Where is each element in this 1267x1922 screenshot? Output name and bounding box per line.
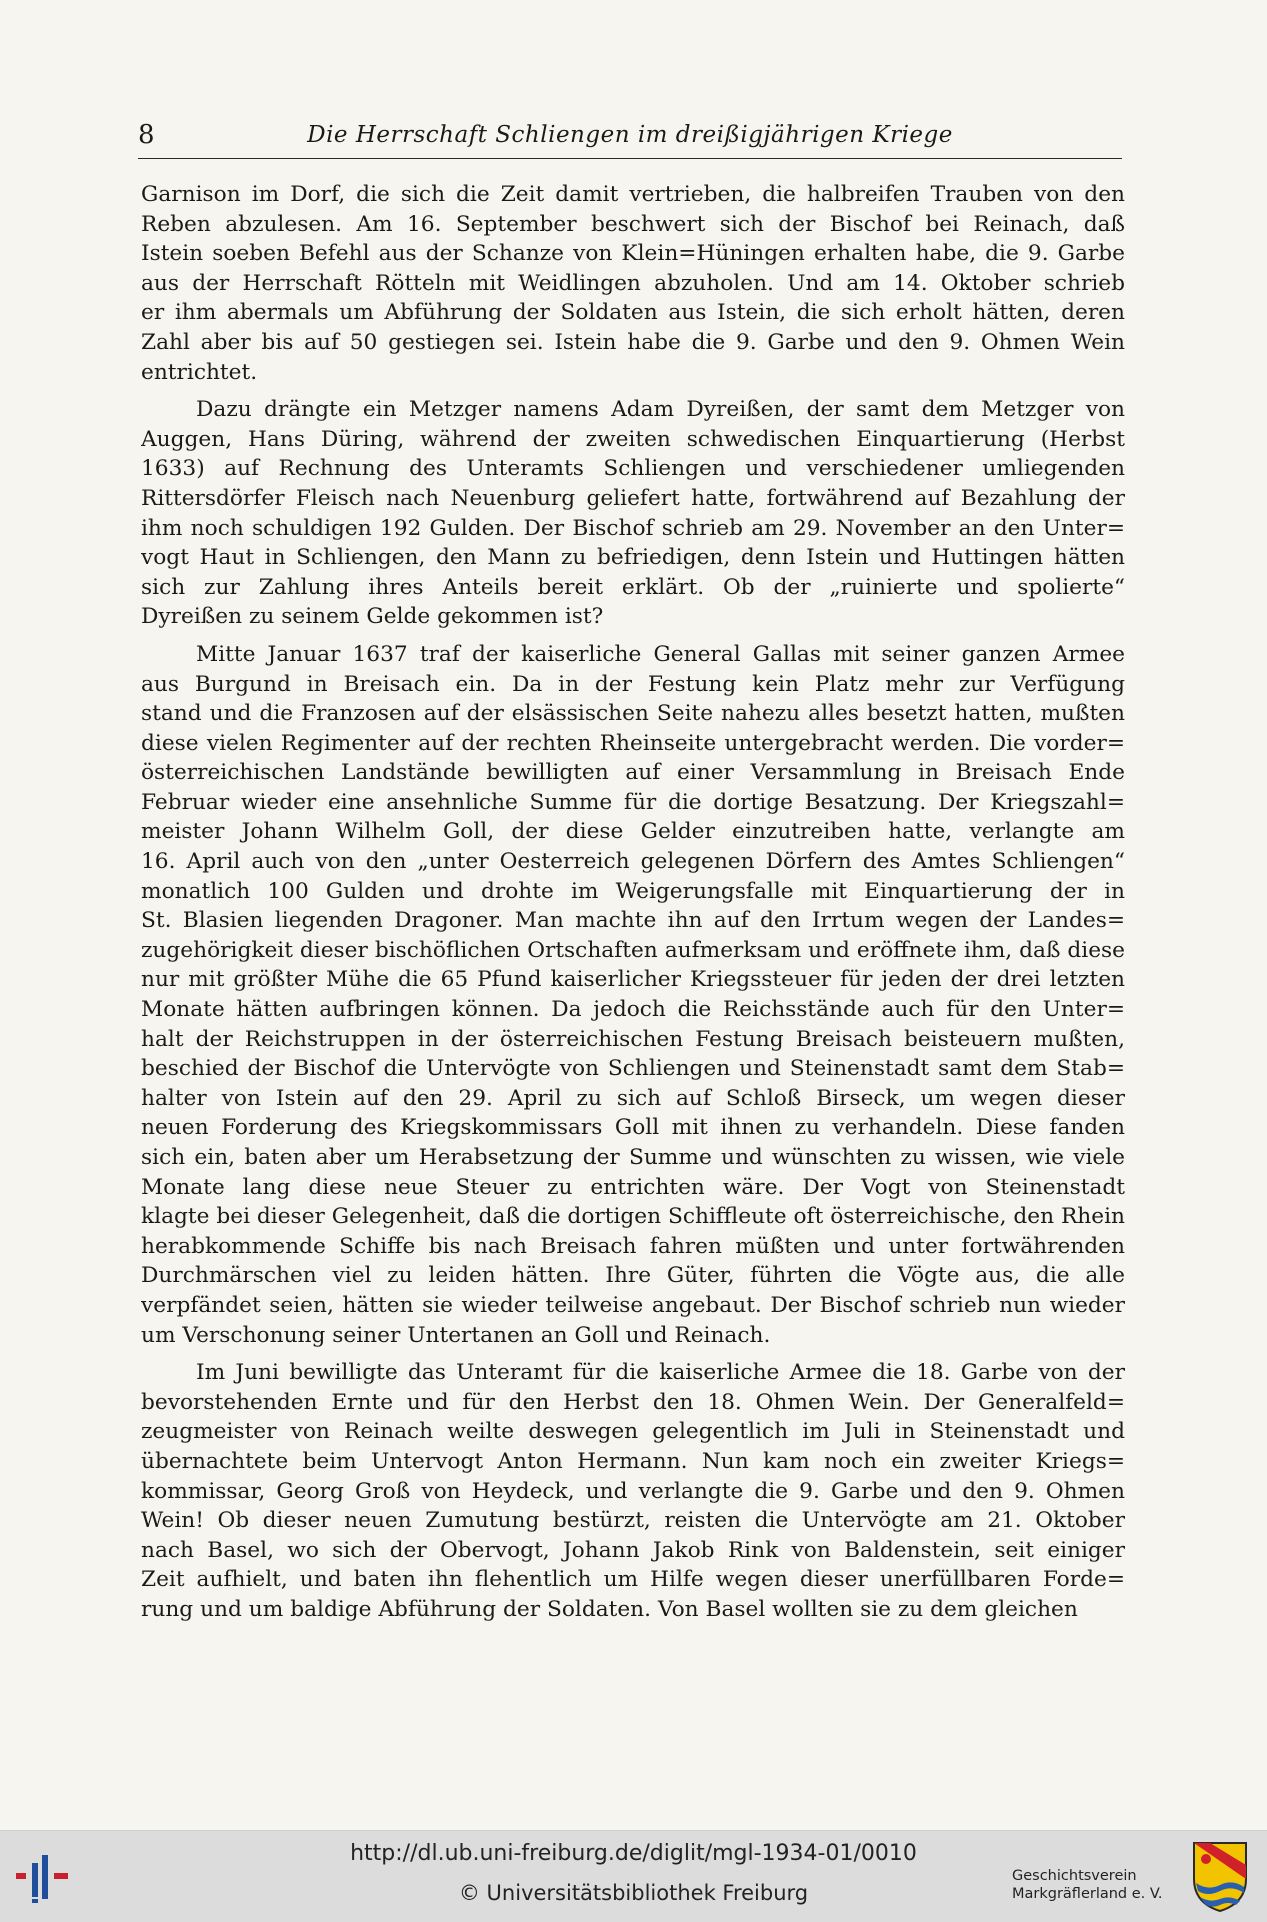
- text-line: zeugmeister von Reinach weilte deswegen gelegentlich im Juli in Steinenstadt und: [141, 1419, 1125, 1445]
- text-line: ihm noch schuldigen 192 Gulden. Der Bischof schrieb am 29. November an den Unter=: [141, 515, 1125, 541]
- text-line: nur mit größter Mühe die 65 Pfund kaiserlicher Kriegssteuer für jeden der drei letzten: [141, 967, 1125, 993]
- text-line: vogt Haut in Schliengen, den Mann zu befriedigen, denn Istein und Huttingen hätten: [141, 545, 1125, 571]
- text-line: monatlich 100 Gulden und drohte im Weigerungsfalle mit Einquartierung der in: [141, 878, 1125, 904]
- text-line: um Verschonung seiner Untertanen an Goll und Reinach.: [141, 1322, 771, 1348]
- running-header: [138, 118, 1122, 159]
- text-line: neuen Forderung des Kriegskommissars Goll mit ihnen zu verhandeln. Diese fanden: [141, 1115, 1125, 1141]
- text-line: entrichtet.: [141, 359, 258, 385]
- text-line: zugehörigkeit dieser bischöflichen Ortschaften aufmerksam und eröffnete ihm, daß diese: [141, 937, 1125, 963]
- text-line: aus Burgund in Breisach ein. Da in der Festung kein Platz mehr zur Verfügung: [141, 671, 1125, 697]
- paragraph: [141, 395, 1125, 632]
- text-line: Dyreißen zu seinem Gelde gekommen ist?: [141, 604, 604, 630]
- society-line-1: Geschichtsverein: [1012, 1868, 1137, 1884]
- paragraph: [141, 640, 1125, 1350]
- text-line: 16. April auch von den „unter Oesterreich gelegenen Dörfern des Amtes Schliengen“: [141, 849, 1125, 875]
- text-line: St. Blasien liegenden Dragoner. Man machte ihn auf den Irrtum wegen der Landes=: [141, 908, 1125, 934]
- text-line: klagte bei dieser Gelegenheit, daß die dortigen Schiffleute oft österreichische, den Rhein: [141, 1204, 1125, 1230]
- text-line: aus der Herrschaft Rötteln mit Weidlingen abzuholen. Und am 14. Oktober schrieb: [141, 270, 1125, 296]
- running-title: Die Herrschaft Schliengen im dreißigjährigen Kriege: [307, 122, 953, 148]
- text-line: übernachtete beim Untervogt Anton Hermann. Nun kam noch ein zweiter Kriegs=: [141, 1448, 1125, 1474]
- text-line: sich ein, baten aber um Herabsetzung der Summe und wünschten zu wissen, wie viele: [141, 1145, 1125, 1170]
- text-line: meister Johann Wilhelm Goll, der diese Gelder einzutreiben hatte, verlangte am: [141, 819, 1125, 845]
- text-line: rung und um baldige Abführung der Soldaten. Von Basel wollten sie zu dem gleichen: [141, 1596, 1078, 1622]
- source-url-link[interactable]: http://dl.ub.uni-freiburg.de/diglit/mgl-1934-01/0010: [350, 1841, 917, 1866]
- text-line: Zeit aufhielt, und baten ihn flehentlich um Hilfe wegen dieser unerfüllbaren Forde=: [141, 1567, 1125, 1593]
- text-line: Im Juni bewilligte das Unteramt für die kaiserliche Armee die 18. Garbe von der: [196, 1360, 1125, 1386]
- text-line: stand und die Franzosen auf der elsässischen Seite nahezu alles besetzt hatten, mußten: [141, 701, 1125, 727]
- text-line: diese vielen Regimenter auf der rechten Rheinseite untergebracht werden. Die vorder=: [141, 730, 1125, 756]
- text-line: nach Basel, wo sich der Obervogt, Johann Jakob Rink von Baldenstein, seit einiger: [141, 1537, 1125, 1563]
- paragraph: [141, 1358, 1125, 1624]
- text-line: er ihm abermals um Abführung der Soldaten aus Istein, die sich erholt hätten, deren: [141, 300, 1125, 326]
- text-line: Istein soeben Befehl aus der Schanze von Klein=Hüningen erhalten habe, die 9. Garbe: [141, 241, 1125, 267]
- paragraph: [141, 180, 1125, 387]
- viewer-footer: [0, 1830, 1267, 1922]
- text-line: Garnison im Dorf, die sich die Zeit damit vertrieben, die halbreifen Trauben von den: [141, 182, 1125, 207]
- text-line: halt der Reichstruppen in der österreichischen Festung Breisach beisteuern mußten,: [141, 1026, 1125, 1052]
- text-line: Februar wieder eine ansehnliche Summe für die dortige Besatzung. Der Kriegszahl=: [141, 789, 1125, 815]
- text-line: kommissar, Georg Groß von Heydeck, und verlangte die 9. Garbe und den 9. Ohmen: [141, 1478, 1125, 1504]
- text-line: Rittersdörfer Fleisch nach Neuenburg geliefert hatte, fortwährend auf Bezahlung der: [141, 485, 1125, 511]
- text-line: Monate hätten aufbringen können. Da jedoch die Reichsstände auch für den Unter=: [141, 997, 1125, 1023]
- text-line: Wein! Ob dieser neuen Zumutung bestürzt, reisten die Untervögte am 21. Oktober: [141, 1508, 1125, 1534]
- text-line: Auggen, Hans Düring, während der zweiten schwedischen Einquartierung (Herbst: [141, 426, 1125, 452]
- text-line: österreichischen Landstände bewilligten auf einer Versammlung in Breisach Ende: [141, 760, 1125, 786]
- text-line: herabkommende Schiffe bis nach Breisach fahren müßten und unter fortwährenden: [141, 1233, 1125, 1259]
- text-line: Zahl aber bis auf 50 gestiegen sei. Istein habe die 9. Garbe und den 9. Ohmen Wein: [141, 329, 1125, 355]
- text-line: verpfändet seien, hätten sie wieder teilweise angebaut. Der Bischof schrieb nun wieder: [141, 1292, 1125, 1318]
- text-line: bevorstehenden Ernte und für den Herbst den 18. Ohmen Wein. Der Generalfeld=: [141, 1389, 1125, 1415]
- society-line-2: Markgräflerland e. V.: [1012, 1886, 1163, 1902]
- text-line: halter von Istein auf den 29. April zu sich auf Schloß Birseck, um wegen dieser: [141, 1085, 1125, 1111]
- text-line: sich zur Zahlung ihres Anteils bereit erklärt. Ob der „ruinierte und spolierte“: [141, 574, 1125, 600]
- text-line: beschied der Bischof die Untervögte von Schliengen und Steinenstadt samt dem Stab=: [141, 1056, 1125, 1082]
- text-line: Mitte Januar 1637 traf der kaiserliche General Gallas mit seiner ganzen Armee: [196, 641, 1125, 667]
- text-line: 1633) auf Rechnung des Unteramts Schliengen und verschiedener umliegenden: [141, 456, 1125, 482]
- body-text: [141, 180, 1125, 1625]
- text-line: Durchmärschen viel zu leiden hätten. Ihre Güter, führten die Vögte aus, die alle: [141, 1263, 1125, 1289]
- coat-of-arms-icon[interactable]: [1190, 1839, 1250, 1915]
- text-line: Dazu drängte ein Metzger namens Adam Dyreißen, der samt dem Metzger von: [196, 397, 1125, 423]
- society-name: [1012, 1867, 1192, 1903]
- copyright-notice: © Universitätsbibliothek Freiburg: [458, 1881, 809, 1905]
- text-line: Reben abzulesen. Am 16. September beschwert sich der Bischof bei Reinach, daß: [141, 211, 1125, 237]
- text-line: Monate lang diese neue Steuer zu entrichten wäre. Der Vogt von Steinenstadt: [141, 1174, 1125, 1200]
- page-number: 8: [138, 120, 155, 150]
